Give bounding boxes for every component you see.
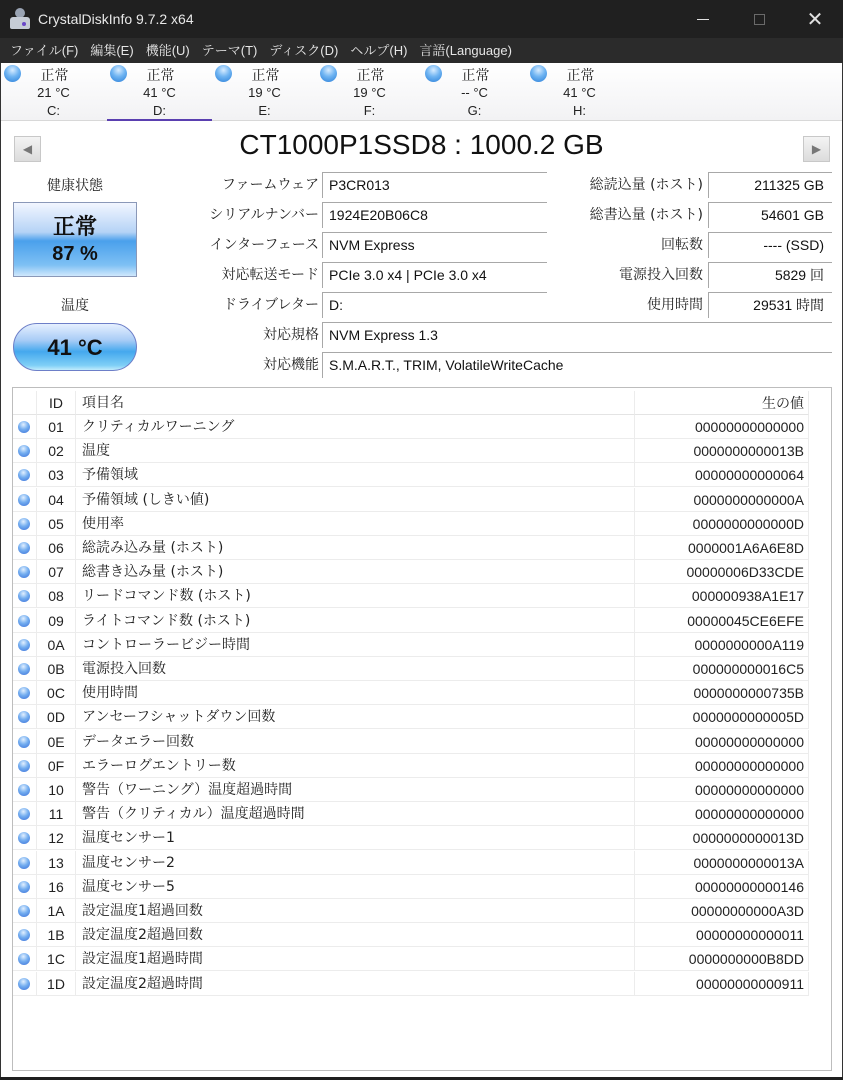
attribute-id: 02 — [36, 439, 75, 463]
total-read-label: 総読込量 (ホスト) — [589, 177, 703, 193]
drive-letter-label: ドライブレター — [222, 297, 319, 313]
prev-disk-button[interactable] — [14, 136, 41, 162]
interface-value: NVM Express — [322, 232, 547, 258]
table-row[interactable] — [13, 754, 809, 778]
attribute-name: コントローラービジー時間 — [75, 633, 634, 657]
attribute-id: 12 — [36, 826, 75, 850]
status-orb-icon — [18, 542, 30, 554]
minimize-button[interactable] — [675, 0, 731, 38]
interface-label: インターフェース — [209, 237, 319, 253]
menu-help[interactable]: ヘルプ(H) — [350, 43, 408, 58]
attribute-id: 06 — [36, 536, 75, 560]
status-orb-icon — [18, 978, 30, 990]
drive-tab-c[interactable] — [1, 63, 106, 121]
attribute-id: 01 — [36, 415, 75, 439]
table-row[interactable] — [13, 633, 809, 657]
attribute-name: 温度センサー5 — [75, 875, 634, 899]
status-orb-icon — [18, 808, 30, 820]
status-orb-icon — [18, 929, 30, 941]
status-orb-icon — [18, 784, 30, 796]
drive-status: 正常 — [356, 68, 385, 84]
status-orb-icon — [18, 760, 30, 772]
attribute-raw-value: 00000000000911 — [634, 972, 809, 996]
menu-function[interactable]: 機能(U) — [145, 43, 190, 58]
attribute-raw-value: 00000045CE6EFE — [634, 609, 809, 633]
attribute-name: 温度 — [75, 439, 634, 463]
attribute-raw-value: 00000006D33CDE — [634, 560, 809, 584]
attribute-name: 予備領域 (しきい値) — [75, 488, 634, 512]
attribute-id: 04 — [36, 488, 75, 512]
attribute-name: 電源投入回数 — [75, 657, 634, 681]
table-row[interactable] — [13, 923, 809, 947]
temperature-value: 41 °C — [47, 335, 103, 360]
table-row[interactable] — [13, 947, 809, 971]
column-header-name[interactable]: 項目名 — [75, 391, 634, 415]
health-status: 正常 — [52, 215, 97, 240]
drive-tab-e[interactable] — [212, 63, 317, 121]
app-icon — [9, 8, 31, 30]
drive-status: 正常 — [461, 68, 490, 84]
table-row[interactable] — [13, 439, 809, 463]
status-orb-icon — [18, 663, 30, 675]
drive-tab-g[interactable] — [422, 63, 527, 121]
attribute-id: 05 — [36, 512, 75, 536]
table-row[interactable] — [13, 415, 809, 439]
attribute-id: 11 — [36, 802, 75, 826]
standard-label: 対応規格 — [263, 327, 319, 343]
attribute-raw-value: 0000000000735B — [634, 681, 809, 705]
attribute-name: 温度センサー2 — [75, 851, 634, 875]
table-row[interactable] — [13, 851, 809, 875]
attribute-raw-value: 0000000000013B — [634, 439, 809, 463]
drive-letter: C: — [47, 103, 60, 118]
drive-status: 正常 — [40, 68, 69, 84]
status-orb-icon — [18, 905, 30, 917]
status-orb-icon — [18, 518, 30, 530]
power-on-hours-value: 29531 時間 — [708, 292, 832, 318]
drive-tab-f[interactable] — [317, 63, 422, 121]
attribute-name: ライトコマンド数 (ホスト) — [75, 609, 634, 633]
drive-status: 正常 — [146, 68, 175, 84]
maximize-button[interactable] — [731, 0, 787, 38]
drive-letter: E: — [258, 103, 271, 118]
attribute-id: 1A — [36, 899, 75, 923]
active-tab-indicator — [107, 119, 212, 121]
status-orb-icon — [18, 736, 30, 748]
drive-temp: 19 °C — [353, 85, 386, 100]
table-row[interactable] — [13, 730, 809, 754]
smart-table[interactable] — [12, 387, 832, 1071]
attribute-id: 03 — [36, 463, 75, 487]
attribute-id: 0B — [36, 657, 75, 681]
attribute-id: 10 — [36, 778, 75, 802]
menu-disk[interactable]: ディスク(D) — [269, 43, 339, 58]
table-row[interactable] — [13, 972, 809, 996]
attribute-raw-value: 00000000000000 — [634, 778, 809, 802]
attribute-name: 設定温度2超過時間 — [75, 972, 634, 996]
close-icon: ✕ — [806, 7, 824, 31]
attribute-name: 設定温度2超過回数 — [75, 923, 634, 947]
attribute-id: 13 — [36, 851, 75, 875]
arrow-right-icon: ▶ — [811, 142, 822, 156]
attribute-raw-value: 00000000000000 — [634, 415, 809, 439]
power-on-count-value: 5829 回 — [708, 262, 832, 288]
attribute-name: クリティカルワーニング — [75, 415, 634, 439]
attribute-id: 08 — [36, 584, 75, 608]
power-on-count-label: 電源投入回数 — [619, 267, 703, 283]
attribute-name: 警告（ワーニング）温度超過時間 — [75, 778, 634, 802]
transfer-mode-value: PCIe 3.0 x4 | PCIe 3.0 x4 — [322, 262, 547, 288]
status-orb-icon — [18, 469, 30, 481]
status-orb-icon — [18, 494, 30, 506]
attribute-name: エラーログエントリー数 — [75, 754, 634, 778]
attribute-id: 0C — [36, 681, 75, 705]
drive-letter: F: — [363, 103, 376, 118]
health-percent: 87 % — [52, 243, 98, 265]
drive-temp: 21 °C — [37, 85, 70, 100]
attribute-raw-value: 0000001A6A6E8D — [634, 536, 809, 560]
status-orb-icon — [18, 881, 30, 893]
status-orb-icon — [18, 566, 30, 578]
table-row[interactable] — [13, 802, 809, 826]
status-orb-icon — [18, 590, 30, 602]
table-row[interactable] — [13, 463, 809, 487]
drive-tab-d[interactable] — [107, 63, 212, 121]
title-bar[interactable] — [0, 0, 843, 38]
transfer-mode-label: 対応転送モード — [221, 267, 319, 283]
attribute-raw-value: 00000000000A3D — [634, 899, 809, 923]
status-orb-icon — [18, 639, 30, 651]
attribute-name: 温度センサー1 — [75, 826, 634, 850]
table-row[interactable] — [13, 705, 809, 729]
attribute-raw-value: 000000938A1E17 — [634, 584, 809, 608]
menu-edit[interactable]: 編集(E) — [90, 43, 134, 58]
attribute-raw-value: 0000000000013D — [634, 826, 809, 850]
minimize-icon — [697, 19, 709, 20]
attribute-name: 設定温度1超過回数 — [75, 899, 634, 923]
drive-temp: -- °C — [461, 85, 488, 100]
attribute-raw-value: 0000000000000D — [634, 512, 809, 536]
table-row[interactable] — [13, 488, 809, 512]
total-write-label: 総書込量 (ホスト) — [589, 207, 703, 223]
attribute-id: 07 — [36, 560, 75, 584]
attribute-id: 0F — [36, 754, 75, 778]
attribute-id: 0E — [36, 730, 75, 754]
table-row[interactable] — [13, 899, 809, 923]
attribute-name: 警告（クリティカル）温度超過時間 — [75, 802, 634, 826]
attribute-raw-value: 000000000016C5 — [634, 657, 809, 681]
status-orb-icon — [18, 857, 30, 869]
attribute-raw-value: 00000000000064 — [634, 463, 809, 487]
attribute-id: 0D — [36, 705, 75, 729]
column-header-raw[interactable]: 生の値 — [634, 391, 809, 415]
power-on-hours-label: 使用時間 — [647, 297, 703, 313]
attribute-name: アンセーフシャットダウン回数 — [75, 705, 634, 729]
drive-letter: D: — [153, 103, 166, 118]
attribute-name: 総読み込み量 (ホスト) — [75, 536, 634, 560]
status-orb-icon — [18, 953, 30, 965]
close-button[interactable] — [787, 0, 843, 38]
table-row[interactable] — [13, 826, 809, 850]
health-status-button[interactable] — [13, 202, 137, 277]
drive-tab-h[interactable] — [527, 63, 632, 121]
drive-status: 正常 — [251, 68, 280, 84]
next-disk-button[interactable] — [803, 136, 830, 162]
attribute-name: 設定温度1超過時間 — [75, 947, 634, 971]
attribute-raw-value: 00000000000011 — [634, 923, 809, 947]
attribute-id: 1C — [36, 947, 75, 971]
attribute-id: 09 — [36, 609, 75, 633]
features-value: S.M.A.R.T., TRIM, VolatileWriteCache — [322, 352, 832, 378]
drive-letter-value: D: — [322, 292, 547, 318]
arrow-left-icon: ◀ — [22, 142, 33, 156]
drive-temp: 19 °C — [248, 85, 281, 100]
attribute-name: 使用時間 — [75, 681, 634, 705]
serial-value: 1924E20B06C8 — [322, 202, 547, 228]
status-orb-icon — [18, 615, 30, 627]
attribute-name: リードコマンド数 (ホスト) — [75, 584, 634, 608]
attribute-raw-value: 00000000000146 — [634, 875, 809, 899]
drive-letter: G: — [467, 103, 482, 118]
attribute-id: 1B — [36, 923, 75, 947]
drive-temp: 41 °C — [143, 85, 176, 100]
attribute-raw-value: 0000000000013A — [634, 851, 809, 875]
attribute-id: 16 — [36, 875, 75, 899]
temperature-button[interactable] — [13, 323, 137, 371]
status-orb-icon — [18, 445, 30, 457]
table-row[interactable] — [13, 560, 809, 584]
attribute-id: 1D — [36, 972, 75, 996]
serial-label: シリアルナンバー — [209, 207, 319, 223]
table-row[interactable] — [13, 875, 809, 899]
rotation-label: 回転数 — [661, 237, 703, 253]
drive-tab-bar — [1, 63, 842, 121]
standard-value: NVM Express 1.3 — [322, 322, 832, 348]
rotation-value: ---- (SSD) — [708, 232, 832, 258]
attribute-raw-value: 00000000000000 — [634, 730, 809, 754]
status-orb-icon — [18, 421, 30, 433]
table-row[interactable] — [13, 657, 809, 681]
maximize-icon — [754, 14, 765, 25]
attribute-id: 0A — [36, 633, 75, 657]
firmware-label: ファームウェア — [221, 177, 319, 193]
table-row[interactable] — [13, 536, 809, 560]
attribute-name: データエラー回数 — [75, 730, 634, 754]
attribute-raw-value: 00000000000000 — [634, 754, 809, 778]
attribute-name: 使用率 — [75, 512, 634, 536]
attribute-raw-value: 0000000000A119 — [634, 633, 809, 657]
attribute-raw-value: 00000000000000 — [634, 802, 809, 826]
menu-language[interactable]: 言語(Language) — [419, 43, 512, 58]
column-header-id[interactable]: ID — [36, 391, 75, 415]
temperature-label: 温度 — [61, 298, 89, 314]
table-row[interactable] — [13, 512, 809, 536]
drive-status: 正常 — [566, 68, 595, 84]
table-row[interactable] — [13, 609, 809, 633]
table-header — [13, 391, 809, 415]
menu-theme[interactable]: テーマ(T) — [201, 43, 258, 58]
table-row[interactable] — [13, 681, 809, 705]
table-row[interactable] — [13, 778, 809, 802]
firmware-value: P3CR013 — [322, 172, 547, 198]
disk-title: CT1000P1SSD8 : 1000.2 GB — [239, 129, 604, 160]
drive-letter: H: — [573, 103, 586, 118]
attribute-name: 総書き込み量 (ホスト) — [75, 560, 634, 584]
attribute-name: 予備領域 — [75, 463, 634, 487]
attribute-raw-value: 0000000000B8DD — [634, 947, 809, 971]
status-orb-icon — [18, 832, 30, 844]
table-row[interactable] — [13, 584, 809, 608]
total-read-value: 211325 GB — [708, 172, 832, 198]
status-orb-icon — [18, 711, 30, 723]
menu-file[interactable]: ファイル(F) — [10, 43, 79, 58]
status-orb-icon — [18, 687, 30, 699]
features-label: 対応機能 — [263, 357, 319, 373]
window-title: CrystalDiskInfo 9.7.2 x64 — [38, 11, 194, 27]
attribute-raw-value: 0000000000005D — [634, 705, 809, 729]
main-panel — [0, 63, 843, 1077]
total-write-value: 54601 GB — [708, 202, 832, 228]
health-label: 健康状態 — [47, 178, 103, 194]
attribute-raw-value: 0000000000000A — [634, 488, 809, 512]
drive-temp: 41 °C — [563, 85, 596, 100]
menu-bar — [0, 38, 843, 63]
